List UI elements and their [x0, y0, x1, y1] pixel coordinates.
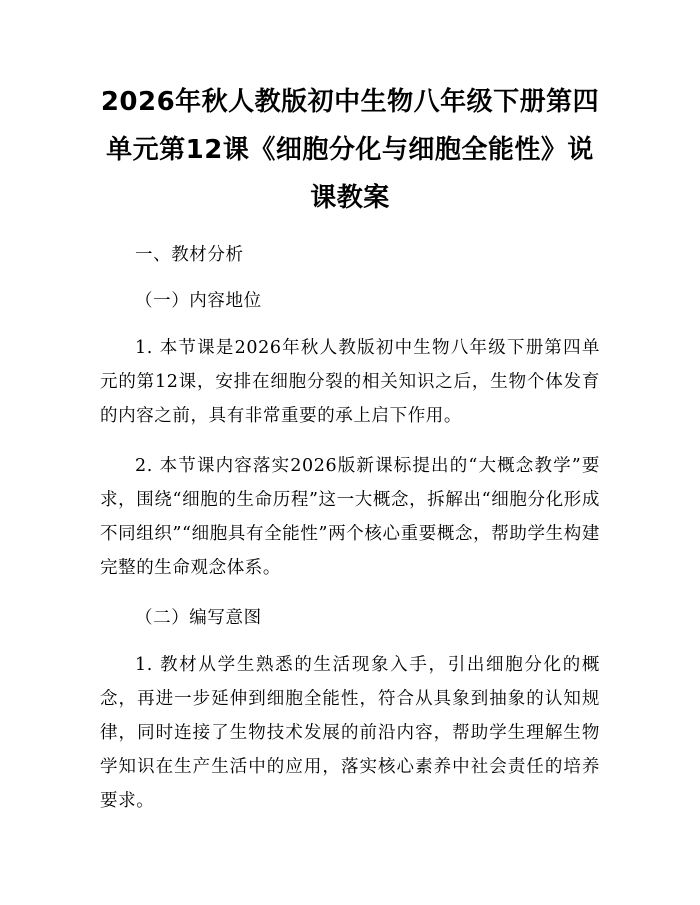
- subheading-content-position: （一）内容地位: [135, 291, 262, 311]
- paragraph-content-position-1: 1. 本节课是2026年秋人教版初中生物八年级下册第四单元的第12课，安排在细胞分裂的相关知识之后，生物个体发育的内容之前，具有非常重要的承上启下作用。: [100, 338, 600, 426]
- section-heading-textbook-analysis: 一、教材分析: [135, 245, 244, 265]
- paragraph-content-position-2: 2. 本节课内容落实2026版新课标提出的“大概念教学”要求，围绕“细胞的生命历程”这一大概念，拆解出“细胞分化形成不同组织”“细胞具有全能性”两个核心重要概念，帮助学生构建完整的生命观念体系。: [100, 456, 600, 578]
- paragraph-writing-intent-1: 1. 教材从学生熟悉的生活现象入手，引出细胞分化的概念，再进一步延伸到细胞全能性，符合从具象到抽象的认知规律，同时连接了生物技术发展的前沿内容，帮助学生理解生物学知识在生产生活中的应用，落实核心素养中社会责任的培养要求。: [100, 655, 600, 811]
- subheading-writing-intent: （二）编写意图: [135, 608, 262, 628]
- document-title: 2026年秋人教版初中生物八年级下册第四单元第12课《细胞分化与细胞全能性》说课教案: [100, 87, 600, 213]
